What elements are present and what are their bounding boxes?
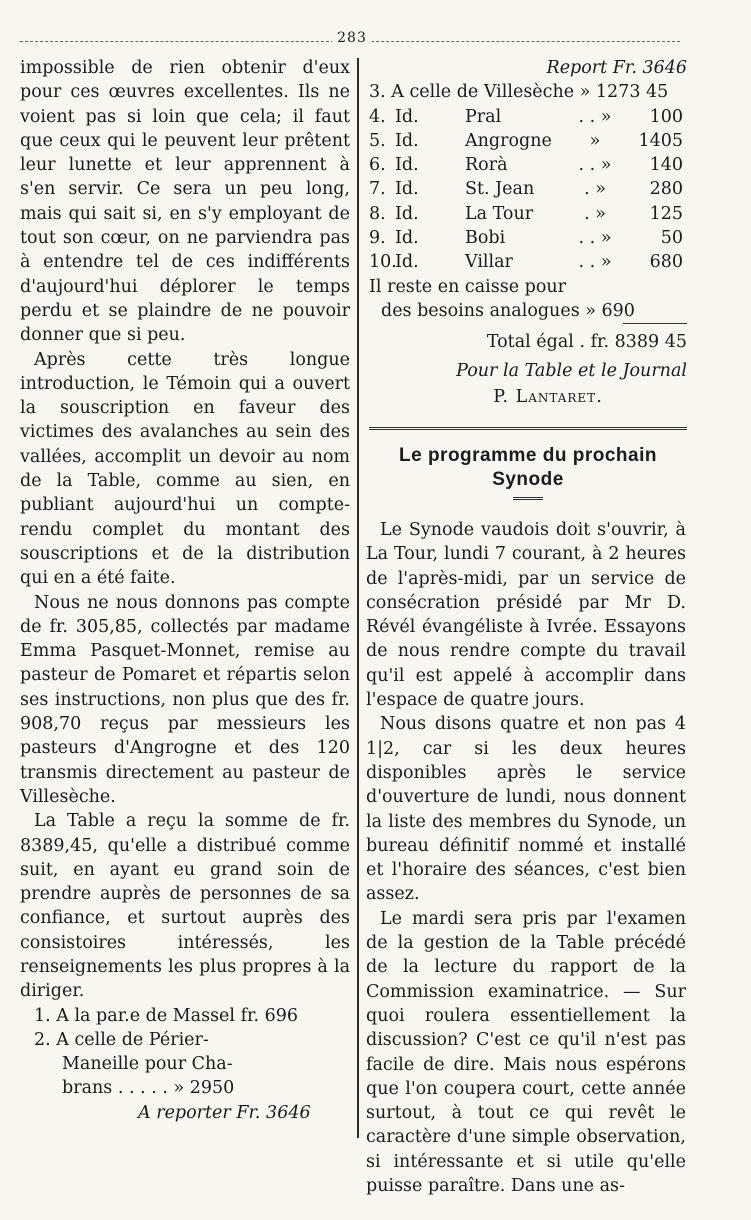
list-item: Maneille pour Cha- bbox=[62, 1054, 233, 1075]
list-item: 1. A la par.e de Massel fr. 696 bbox=[34, 1005, 299, 1026]
paragraph-intro-end: impossible de rien obtenir d'eux pour ces œuvres excellentes. Ils ne voient pas si loin que cela; il faut que ceux qui le peuvent leur prêtent leur lunette et leur apprennent à s'en servir. Ce sera un peu long, mais qui sait si, en s'y employant de tout son cœur, on ne parviendra pas à entendre tel de ces indifférents d'aujourd'hui déplorer le temps perdu et se plaindre de ne pouvoir donner que si peu. bbox=[20, 58, 350, 346]
table-row: 8. Id. La Tour . » 125 bbox=[369, 203, 683, 224]
left-column bbox=[20, 56, 350, 1125]
article-paragraph-2: Nous disons quatre et non pas 4 1|2, car si les deux heures disponibles après le service d'ouverture de lundi, nous donnent la liste des membres du Synode, un bureau définitif nommé et installé et l'horaire des séances, c'est bien assez. bbox=[366, 714, 686, 905]
signature-name: P. Lantaret. bbox=[493, 386, 603, 407]
reste-line-2: des besoins analogues » 690 bbox=[381, 300, 635, 321]
table-row: 4. Id. Pral . . » 100 bbox=[369, 106, 683, 127]
right-column-account bbox=[369, 56, 687, 500]
table-row: 7. Id. St. Jean . » 280 bbox=[369, 179, 683, 200]
report-line: Report Fr. 3646 bbox=[546, 58, 687, 78]
distribution-list bbox=[20, 1004, 350, 1125]
a-reporter-line: A reporter Fr. 3646 bbox=[138, 1102, 311, 1123]
article-paragraph-1: Le Synode vaudois doit s'ouvrir, à La Tour, lundi 7 courant, à 2 heures de l'après-midi, par un service de consécration présidé par Mr D. Révél évangéliste à Ivrée. Essayons de nous rendre compte du travail qu'il est appelé à accomplir dans l'espace de quatre jours. bbox=[366, 520, 686, 711]
title-ornament bbox=[513, 497, 543, 500]
reste-line-1: Il reste en caisse pour bbox=[369, 276, 567, 297]
section-title: Le programme du prochain Synode bbox=[399, 445, 657, 491]
table-row: 10. Id. Villar . . » 680 bbox=[369, 252, 683, 273]
row-villeseche: 3. A celle de Villesèche » 1273 45 bbox=[369, 82, 669, 103]
signature-line: Pour la Table et le Journal bbox=[456, 360, 687, 381]
list-item: brans . . . . . » 2950 bbox=[62, 1078, 235, 1099]
total-line: Total égal . fr. 8389 45 bbox=[486, 332, 687, 353]
paragraph-souscriptions: Nous ne nous donnons pas compte de fr. 305,85, collectés par madame Emma Pasquet-Monnet, remise au pasteur de Pomaret et répartis selon ses instructions, non plus que des fr. 908,70 reçus par messieurs les pasteurs d'Angrogne et des 120 transmis directement au pasteur de Villesèche. bbox=[20, 592, 350, 807]
list-item: 2. A celle de Périer- bbox=[34, 1029, 209, 1050]
page-number: 283 bbox=[332, 30, 372, 46]
sum-rule bbox=[623, 323, 687, 324]
paragraph-temoin: Après cette très longue introduction, le Témoin qui a ouvert la souscription en faveur des victimes des avalanches au sein des vallées, accomplit un devoir au nom de la Table, comme au sien, en publiant aujourd'hui un compte-rendu complet du montant des souscriptions et de la distribution qui en a été faite. bbox=[20, 349, 350, 589]
article-paragraph-3: Le mardi sera pris par l'examen de la gestion de la Table précédé de la lecture du rapport de la Commission examinatrice. — Sur quoi roulera essentiellement la discussion? C'est ce qu'il n'est pas facile de dire. Mais nous espérons que l'on coupera court, cette année surtout, à tout ce qui revêt le caractère d'une simple observation, si intéressante et si utile qu'elle puisse paraître. Dans une as- bbox=[366, 908, 686, 1197]
section-separator bbox=[369, 427, 687, 430]
table-row: 5. Id. Angrogne » 1405 bbox=[369, 130, 683, 151]
account-rows bbox=[369, 105, 687, 275]
table-row: 9. Id. Bobi . . » 50 bbox=[369, 228, 683, 249]
paragraph-table-recu: La Table a reçu la somme de fr. 8389,45, qu'elle a distribué comme suit, en ayant eu grand soin de prendre auprès de personnes de sa confiance, et surtout auprès des consistoires intéressés, les renseignements les plus propres à la diriger. bbox=[20, 811, 350, 1002]
column-divider bbox=[357, 58, 359, 1138]
table-row: 6. Id. Rorà . . » 140 bbox=[369, 155, 683, 176]
right-column-article bbox=[366, 518, 686, 1198]
